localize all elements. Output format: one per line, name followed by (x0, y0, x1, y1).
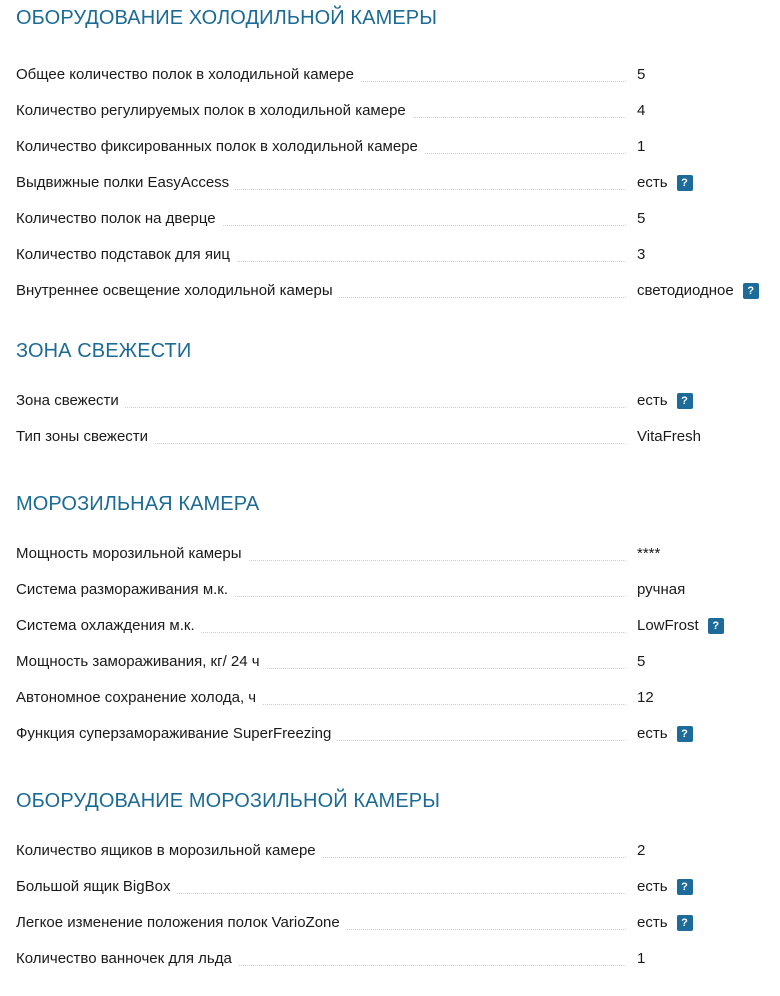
section-title: ОБОРУДОВАНИЕ МОРОЗИЛЬНОЙ КАМЕРЫ (16, 790, 440, 812)
spec-value: 3 (637, 246, 646, 263)
question-mark-icon[interactable] (677, 726, 693, 742)
spec-value-wrap (637, 244, 645, 266)
spec-value: 5 (637, 210, 646, 227)
spec-row (16, 244, 776, 266)
spec-value-wrap (637, 579, 685, 601)
spec-row (16, 208, 776, 230)
spec-value: 1 (637, 950, 646, 967)
spec-row (16, 912, 776, 934)
spec-value-wrap (637, 912, 693, 934)
spec-row (16, 543, 776, 565)
spec-label: Мощность замораживания, кг/ 24 ч (16, 651, 266, 673)
spec-value-wrap (637, 172, 693, 194)
spec-value: 12 (637, 689, 654, 706)
spec-row (16, 64, 776, 86)
spec-value-wrap (637, 876, 693, 898)
spec-row (16, 426, 776, 448)
spec-label: Функция суперзамораживание SuperFreezing (16, 723, 337, 745)
spec-value: ручная (637, 581, 686, 598)
spec-label: Общее количество полок в холодильной камере (16, 64, 360, 86)
spec-label: Количество регулируемых полок в холодильной камере (16, 100, 412, 122)
spec-row (16, 687, 776, 709)
spec-value-wrap (637, 280, 759, 302)
spec-value-wrap (637, 426, 701, 448)
spec-value-wrap (637, 651, 645, 673)
spec-label: Количество ванночек для льда (16, 948, 238, 970)
spec-row (16, 100, 776, 122)
spec-label: Количество фиксированных полок в холодильной камере (16, 136, 424, 158)
spec-value-wrap (637, 840, 645, 862)
question-mark-icon[interactable] (677, 393, 693, 409)
spec-value: 5 (637, 66, 646, 83)
spec-value-wrap (637, 100, 645, 122)
spec-row (16, 615, 776, 637)
spec-row (16, 579, 776, 601)
spec-row (16, 651, 776, 673)
spec-label: Количество полок на дверце (16, 208, 222, 230)
spec-label: Легкое изменение положения полок VarioZone (16, 912, 346, 934)
spec-label: Автономное сохранение холода, ч (16, 687, 262, 709)
question-mark-icon[interactable] (677, 915, 693, 931)
spec-value-wrap (637, 615, 724, 637)
spec-value-wrap (637, 543, 660, 565)
spec-row (16, 136, 776, 158)
spec-row (16, 840, 776, 862)
question-mark-icon[interactable] (743, 283, 759, 299)
question-mark-icon[interactable] (677, 879, 693, 895)
spec-row (16, 172, 776, 194)
spec-value: есть (637, 914, 668, 931)
spec-row (16, 280, 776, 302)
spec-value: 5 (637, 653, 646, 670)
spec-label: Количество подставок для яиц (16, 244, 236, 266)
spec-value: есть (637, 878, 668, 895)
spec-value: 4 (637, 102, 646, 119)
spec-row (16, 723, 776, 745)
spec-label: Система размораживания м.к. (16, 579, 234, 601)
spec-value-wrap (637, 136, 645, 158)
spec-value-wrap (637, 687, 654, 709)
spec-value: есть (637, 725, 668, 742)
spec-label: Зона свежести (16, 390, 125, 412)
spec-value: **** (637, 545, 661, 562)
section-title: МОРОЗИЛЬНАЯ КАМЕРА (16, 493, 260, 515)
spec-value: есть (637, 174, 668, 191)
spec-value-wrap (637, 723, 693, 745)
spec-value: светодиодное (637, 282, 734, 299)
spec-value-wrap (637, 390, 693, 412)
spec-label: Внутреннее освещение холодильной камеры (16, 280, 339, 302)
section-title: ОБОРУДОВАНИЕ ХОЛОДИЛЬНОЙ КАМЕРЫ (16, 7, 438, 29)
spec-value-wrap (637, 208, 645, 230)
spec-label: Большой ящик BigBox (16, 876, 176, 898)
spec-label: Система охлаждения м.к. (16, 615, 201, 637)
question-mark-icon[interactable] (708, 618, 724, 634)
spec-value: 2 (637, 842, 646, 859)
spec-label: Количество ящиков в морозильной камере (16, 840, 322, 862)
spec-value-wrap (637, 64, 645, 86)
spec-label: Тип зоны свежести (16, 426, 154, 448)
spec-row (16, 390, 776, 412)
spec-row (16, 876, 776, 898)
spec-value: LowFrost (637, 617, 699, 634)
spec-value: VitaFresh (637, 428, 701, 445)
section-title: ЗОНА СВЕЖЕСТИ (16, 340, 192, 362)
spec-label: Выдвижные полки EasyAccess (16, 172, 235, 194)
spec-row (16, 948, 776, 970)
question-mark-icon[interactable] (677, 175, 693, 191)
spec-value: 1 (637, 138, 646, 155)
spec-label: Мощность морозильной камеры (16, 543, 248, 565)
spec-value-wrap (637, 948, 645, 970)
spec-value: есть (637, 392, 668, 409)
